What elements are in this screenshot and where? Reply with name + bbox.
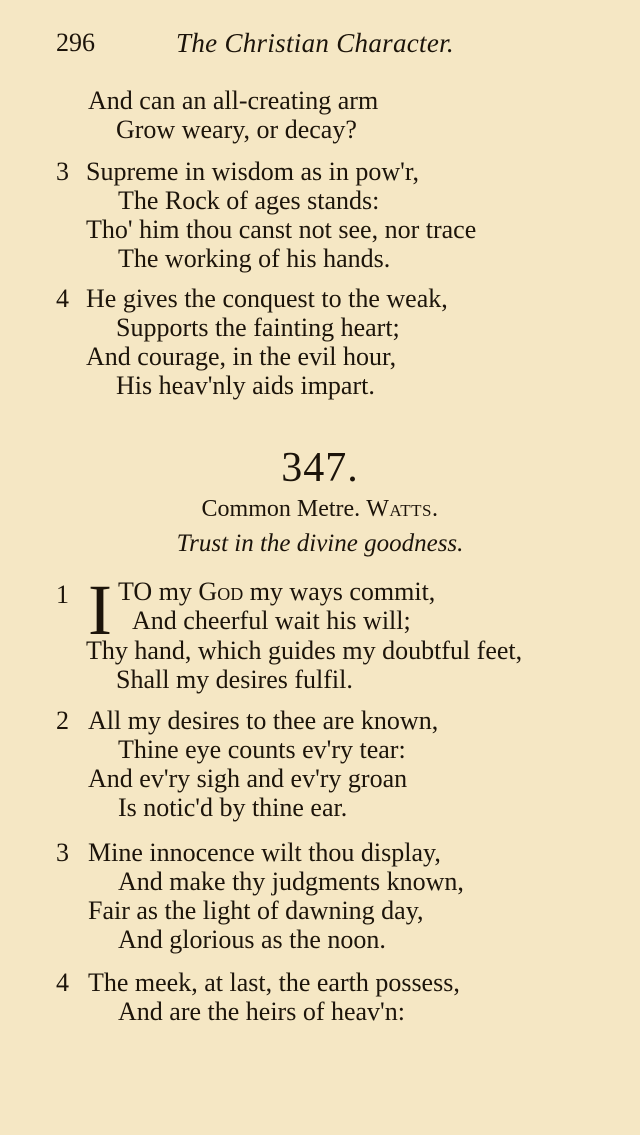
verse-line: Supports the fainting heart; (116, 313, 400, 342)
hymn-meter (0, 496, 640, 523)
verse-line: And cheerful wait his will; (132, 606, 411, 635)
verse-line: The meek, at last, the earth possess, (88, 968, 460, 997)
continuation-line: Grow weary, or decay? (116, 115, 357, 144)
verse-line: All my desires to thee are known, (88, 706, 439, 735)
verse-line: And glorious as the noon. (118, 925, 386, 954)
verse-line: Fair as the light of dawning day, (88, 896, 424, 925)
verse-line: He gives the conquest to the weak, (86, 284, 448, 313)
running-title: The Christian Character. (176, 28, 454, 58)
verse-line: His heav'nly aids impart. (116, 371, 375, 400)
verse-number: 4 (56, 968, 69, 997)
page-number: 296 (56, 28, 95, 57)
verse-number: 3 (56, 838, 69, 867)
verse-line: The working of his hands. (118, 244, 391, 273)
verse-number: 4 (56, 284, 69, 313)
verse-line: Is notic'd by thine ear. (118, 793, 348, 822)
drop-cap: I (88, 570, 112, 650)
hymn-number: 347. (281, 445, 359, 491)
verse-line: The Rock of ages stands: (118, 186, 380, 215)
verse-line: And are the heirs of heav'n: (118, 997, 405, 1026)
verse-number: 2 (56, 706, 69, 735)
verse-line (118, 577, 435, 607)
hymn-subtitle: Trust in the divine goodness. (176, 530, 464, 557)
verse-line: Tho' him thou canst not see, nor trace (86, 215, 477, 244)
verse-line-part: TO my (118, 577, 199, 606)
continuation-line: And can an all-creating arm (88, 86, 379, 115)
verse-line: Mine innocence wilt thou display, (88, 838, 441, 867)
verse-line: And ev'ry sigh and ev'ry groan (88, 764, 408, 793)
verse-line: Supreme in wisdom as in pow'r, (86, 157, 419, 186)
verse-line-part: my ways commit, (243, 577, 436, 606)
verse-number: 1 (56, 580, 69, 609)
verse-line: And make thy judgments known, (118, 867, 464, 896)
hymn-author: Watts. (366, 496, 439, 522)
meter-text: Common Metre. (201, 496, 361, 522)
page-header (56, 28, 616, 68)
verse-line: Shall my desires fulfil. (116, 665, 353, 694)
verse-line: Thine eye counts ev'ry tear: (118, 735, 406, 764)
verse-line: And courage, in the evil hour, (86, 342, 397, 371)
divine-name: God (198, 577, 244, 606)
verse-line: Thy hand, which guides my doubtful feet, (86, 636, 523, 665)
verse-number: 3 (56, 157, 69, 186)
